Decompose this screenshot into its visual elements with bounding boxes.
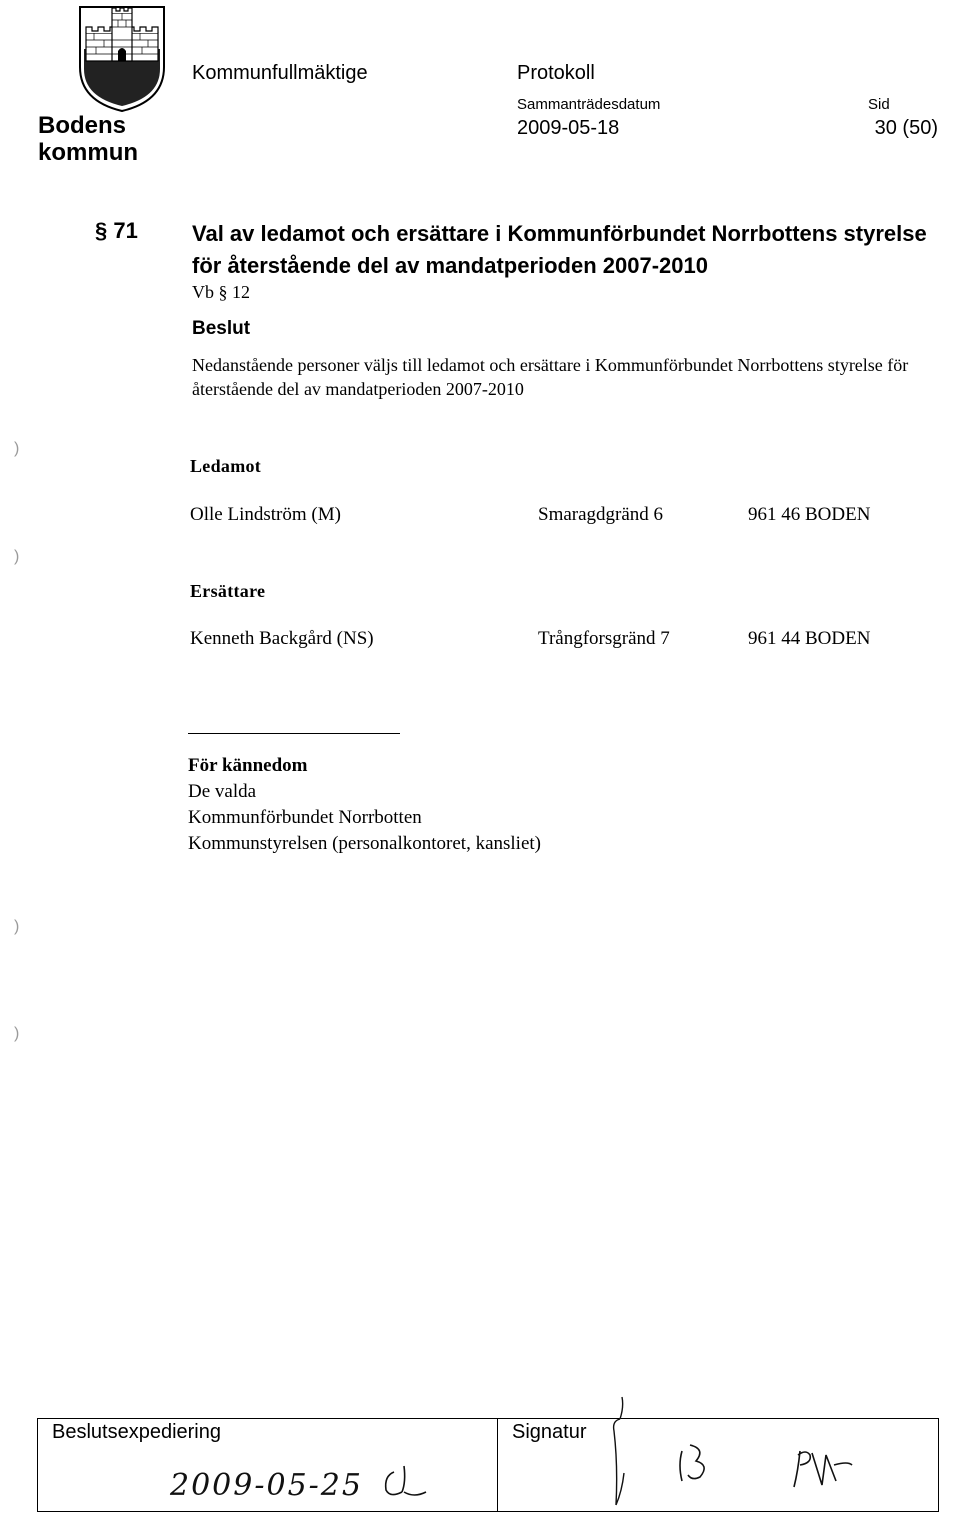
municipality-name: Bodens kommun: [38, 112, 139, 166]
coat-of-arms-logo-icon: [78, 5, 166, 113]
footer-divider: [497, 1418, 498, 1512]
handwritten-initials-icon: [380, 1462, 430, 1506]
reference: Vb § 12: [192, 282, 250, 302]
meeting-date: 2009-05-18: [517, 117, 620, 139]
page-label: Sid: [868, 96, 890, 113]
ersattare-name: Kenneth Backgård (NS): [190, 628, 374, 649]
punch-hole-mark: ): [14, 440, 20, 457]
date-label: Sammanträdesdatum: [517, 96, 661, 113]
document-type: Protokoll: [517, 62, 595, 84]
ersattare-city: 961 44 BODEN: [748, 628, 871, 649]
punch-hole-mark: ): [14, 918, 20, 935]
punch-hole-mark: ): [14, 1025, 20, 1042]
recipient-line: Kommunförbundet Norrbotten: [188, 807, 422, 828]
signature-marks-icon: [600, 1395, 860, 1513]
section-title: Val av ledamot och ersättare i Kommunförbundet Norrbottens styrelse för återstående del av mandatperioden 2007-2010: [192, 221, 927, 278]
paragraph-number: § 71: [95, 218, 138, 243]
signature-label: Signatur: [512, 1421, 587, 1443]
decision-heading: Beslut: [192, 318, 251, 339]
ersattare-heading: Ersättare: [190, 581, 266, 601]
ersattare-street: Trångforsgränd 7: [538, 628, 670, 649]
handwritten-date: 2009-05-25: [170, 1468, 363, 1503]
page-number: 30 (50): [874, 117, 938, 139]
punch-hole-mark: ): [14, 548, 20, 565]
ledamot-name: Olle Lindström (M): [190, 504, 341, 525]
for-kannedom-heading: För kännedom: [188, 755, 308, 776]
organ-name: Kommunfullmäktige: [192, 62, 368, 84]
ledamot-heading: Ledamot: [190, 456, 262, 476]
expediering-label: Beslutsexpediering: [52, 1421, 221, 1443]
decision-text: Nedanstående personer väljs till ledamot och ersättare i Kommunförbundet Norrbottens styrelse för återstående del av mandatperioden 2007-2010: [192, 355, 909, 399]
divider-line: [188, 733, 400, 734]
ledamot-city: 961 46 BODEN: [748, 504, 871, 525]
ledamot-street: Smaragdgränd 6: [538, 504, 664, 525]
recipient-line: De valda: [188, 781, 257, 802]
recipient-line: Kommunstyrelsen (personalkontoret, kansliet): [188, 833, 542, 854]
